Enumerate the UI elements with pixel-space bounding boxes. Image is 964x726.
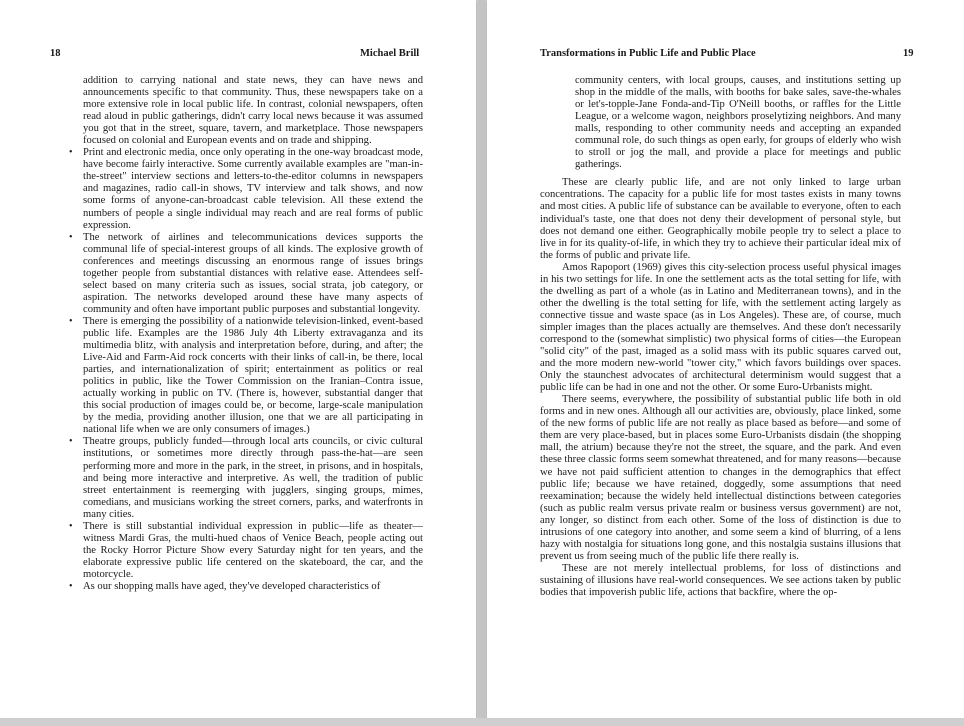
continuation-paragraph: addition to carrying national and state news, they can have news and announcements specific to that community. Thus, these newspapers take on a more extensive role in local public life. In contrast, colonial newspapers, often read aloud in public gatherings, didn't carry local news because it was assumed you got that in the street, square, tavern, and marketplace. Those newspapers focused on colonial and European events and on trade and shipping. bbox=[83, 75, 423, 147]
page-number: 18 bbox=[50, 48, 61, 59]
viewer-bottom-bar bbox=[0, 718, 964, 726]
page-gutter bbox=[478, 0, 485, 726]
continuation-paragraph: community centers, with local groups, causes, and institutions setting up shop in the middle of the malls, with booths for bake sales, save-the-whales or let's-topple-Jane Fonda-and-Tip O'Neill booths, or raffles for the Little League, or a welcome wagon, neighbors proselytizing neighbors. And many malls, responding to other community needs and accepting an expanded communal role, do such things as open early, for groups of elderly who wish to stroll or jog the mall, and provide a place for meetings and public gatherings. bbox=[575, 75, 901, 171]
bullet-item: • Theatre groups, publicly funded—through local arts councils, or civic cultural institutions, or sometimes more directly through pass-the-hat—are seen performing more and more in the park, in the street, in prisons, and in hospitals, and being more interactive and interpretive. As well, the tradition of public street entertainment is reemerging with jugglers, singing groups, mimes, comedians, and musicians working the street corners, parks, and waterfronts in many cities. bbox=[83, 436, 423, 520]
paragraph: These are not merely intellectual problems, for loss of distinctions and sustaining of illusions have real-world consequences. We see actions taken by public bodies that impoverish public life, actions that backfire, where the op- bbox=[540, 562, 901, 598]
page-body bbox=[540, 75, 901, 599]
running-head: Transformations in Public Life and Public Place bbox=[540, 48, 756, 59]
bullet-item: • There is emerging the possibility of a nationwide television-linked, event-based public life. Examples are the 1986 July 4th Liberty extravaganza and its multimedia blitz, with analysis and interpretation before, during, and after; the Live-Aid and Farm-Aid rock concerts with their links of call-in, be there, local parties, and internationalization of spirit; entertainment as politics or real politics in public, like the Tower Commission on the Iranian–Contra issue, actually working in public on TV. (There is, however, substantial danger that this social production of images could be, or become, large-scale manipulation by the media, providing another illusion, one that we are all participating in national life when we are only consumers of images.) bbox=[83, 316, 423, 436]
page-18 bbox=[0, 0, 476, 718]
page-number: 19 bbox=[903, 48, 914, 59]
paragraph: These are clearly public life, and are not only linked to large urban concentrations. The capacity for a public life for most tastes exists in many towns and most cities. A public life of substance can be available to everyone, often to each individual's taste, one that does not deny their development of personal style, but does not demand one either. Geographically mobile people try to select a place to live in for its quality-of-life, in which they try to achieve their particular ideal mix of the forms of public and private life. bbox=[540, 177, 901, 261]
bullet-item: • There is still substantial individual expression in public—life as theater—witness Mardi Gras, the multi-hued chaos of Venice Beach, people acting out the Rocky Horror Picture Show every Saturday night for ten years, and the elaborate expressive public life centered on the skateboard, the car, and the motorcycle. bbox=[83, 521, 423, 581]
paragraph: Amos Rapoport (1969) gives this city-selection process useful physical images in his two settings for life. In one the settlement acts as the total setting for life, with the dwelling as part of a whole (as in Latino and Mediterranean towns), and in the other the dwelling is the total setting for life, with the settlement acting largely as connective tissue and waste space (as in Los Angeles). These are, of course, much simpler images than the places actually are themselves. And these don't necessarily correspond to the (somewhat simplistic) two physical forms of cities—the European "solid city" of the past, imaged as a solid mass with its public squares carved out, and the more modern new-world "tower city," which favors buildings over spaces. Only the staunchest advocates of architectural determinism would suggest that a public life can be had in one and not the other. Or some Euro-Urbanists might. bbox=[540, 261, 901, 394]
page-body bbox=[83, 75, 423, 593]
bullet-item: • The network of airlines and telecommunications devices supports the communal life of special-interest groups of all kinds. The explosive growth of conferences and meetings discussing an enormous range of issues brings together people from substantial distances with relative ease. Attendees self-select based on many criteria such as issues, social strata, job category, or aspiration. The networks developed around these have many aspects of community and often have important public purposes and substantial longevity. bbox=[83, 232, 423, 316]
paragraph: There seems, everywhere, the possibility of substantial public life both in old forms and in new ones. Although all our activities are, obviously, place linked, some of the new forms of public life are not really as place based as before—and some of them are very place-based, but in places some Euro-Urbanists disdain (the shopping mall, the atrium) because they're not the street, the square, and the park. And even these three classic forms seem somewhat threatened, and for many reasons—because we have not paid sufficient attention to changes in the demographics that effect public life; because we have retained, doggedly, some assumptions that need reexamination; because the widely held intellectual distinctions between categories (such as public realm versus private realm or business versus government) are not, any longer, so distinct from each other. Some of the loss of distinction is due to intrusions of one category into another, and some seem a kind of blurring, of a lens hazy with nostalgia for situations long gone, and this nostalgia sustains illusions that prevent us from seeing much of the public life there really is. bbox=[540, 394, 901, 562]
running-head: Michael Brill bbox=[360, 48, 420, 59]
bullet-item: • As our shopping malls have aged, they've developed characteristics of bbox=[83, 581, 423, 593]
bullet-item: • Print and electronic media, once only operating in the one-way broadcast mode, have become fairly interactive. Some currently available examples are "man-in-the-street" interview sections and letters-to-the-editor columns in newspapers and magazines, radio call-in shows, TV interview and talk shows, and now some forms of anyone-can-broadcast cable television. All these extend the numbers of people a single individual may reach and are real forms of public expression. bbox=[83, 147, 423, 231]
page-19 bbox=[487, 0, 964, 718]
